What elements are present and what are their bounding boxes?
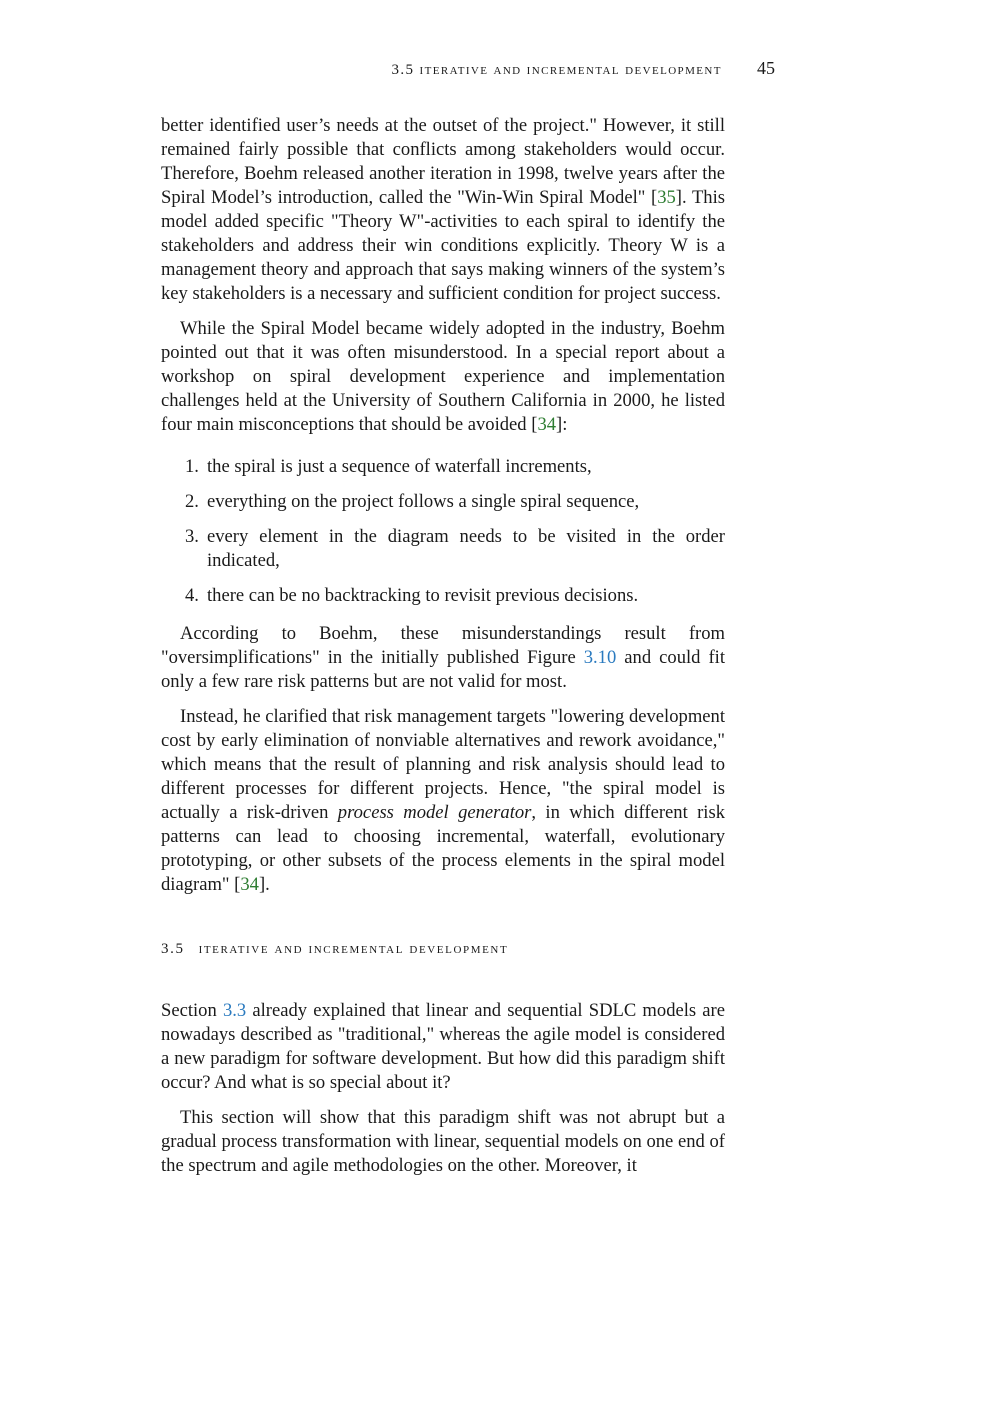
section-number: 3.5 <box>161 941 185 957</box>
paragraph <box>161 317 725 437</box>
paragraph <box>161 705 725 897</box>
paragraph <box>161 114 725 306</box>
paragraph <box>161 1106 725 1178</box>
list-item-text: every element in the diagram needs to be visited in the order indicated, <box>207 526 725 571</box>
text-run: Section <box>161 1000 223 1021</box>
paragraph <box>161 622 725 694</box>
running-head-title: 3.5 iterative and incremental development <box>391 62 722 78</box>
list-item-text: everything on the project follows a single spiral sequence, <box>207 491 640 512</box>
list-item-text: there can be no backtracking to revisit previous decisions. <box>207 585 639 606</box>
list-item <box>161 455 725 479</box>
text-run: ]. This model added specific "Theory W"-activities to each spiral to identify the stakeholders and address their win conditions explicitly. Theory W is a management theory and approach that says making winners of the system’s key stakeholders is a necessary and sufficient condition for project success. <box>161 187 725 304</box>
citation-link[interactable]: 34 <box>240 874 259 895</box>
misconceptions-list <box>161 455 725 608</box>
section-title: iterative and incremental development <box>198 941 509 957</box>
list-item-text: the spiral is just a sequence of waterfall increments, <box>207 456 592 477</box>
section-reference-link[interactable]: 3.3 <box>222 1000 247 1021</box>
text-run: better identified user’s needs at the outset of the project." However, it still remained fairly possible that conflicts among stakeholders would occur. Therefore, Boehm released another iteration in 1998, twelve years after the Spiral Model’s introduction, called the "Win-Win Spiral Model" [ <box>161 115 725 208</box>
running-head <box>160 58 775 79</box>
list-item-number: 1. <box>185 456 199 477</box>
text-run: , in which different risk patterns can lead to choosing incremental, waterfall, evolutionary prototyping, or other subsets of the process elements in the spiral model diagram" [ <box>161 802 725 895</box>
text-run: and could fit only a few rare risk patterns but are not valid for most. <box>161 647 726 692</box>
text-run: ]: <box>556 414 568 435</box>
citation-link[interactable]: 35 <box>657 187 676 208</box>
list-item-number: 4. <box>185 585 199 606</box>
list-item-number: 3. <box>185 526 199 547</box>
section-heading <box>161 937 725 961</box>
paragraph <box>161 999 725 1095</box>
citation-link[interactable]: 34 <box>537 414 557 435</box>
page-number: 45 <box>757 58 775 78</box>
text-run: already explained that linear and sequential SDLC models are nowadays described as "traditional," whereas the agile model is considered a new paradigm for software development. But how did this paradigm shift occur? And what is so special about it? <box>161 1000 725 1093</box>
list-item <box>161 584 725 608</box>
emphasis-text: process model generator <box>337 802 532 823</box>
text-run: According to Boehm, these misunderstandings result from "oversimplifications" in the initially published Figure <box>161 623 725 668</box>
list-item <box>161 490 725 514</box>
text-run: While the Spiral Model became widely adopted in the industry, Boehm pointed out that it was often misunderstood. In a special report about a workshop on spiral development experience and implementation challenges held at the University of Southern California in 2000, he listed four main misconceptions that should be avoided [ <box>161 318 725 435</box>
text-run: ]. <box>258 874 270 895</box>
list-item <box>161 525 725 573</box>
list-item-number: 2. <box>185 491 199 512</box>
figure-reference-link[interactable]: 3.10 <box>583 647 617 668</box>
text-run: This section will show that this paradigm shift was not abrupt but a gradual process transformation with linear, sequential models on one end of the spectrum and agile methodologies on the other. Moreover, it <box>161 1107 725 1176</box>
text-run: Instead, he clarified that risk management targets "lowering development cost by early elimination of nonviable alternatives and rework avoidance," which means that the result of planning and risk analysis should lead to different processes for different projects. Hence, "the spiral model is actually a risk-driven <box>161 706 725 823</box>
body-text <box>161 114 725 1189</box>
